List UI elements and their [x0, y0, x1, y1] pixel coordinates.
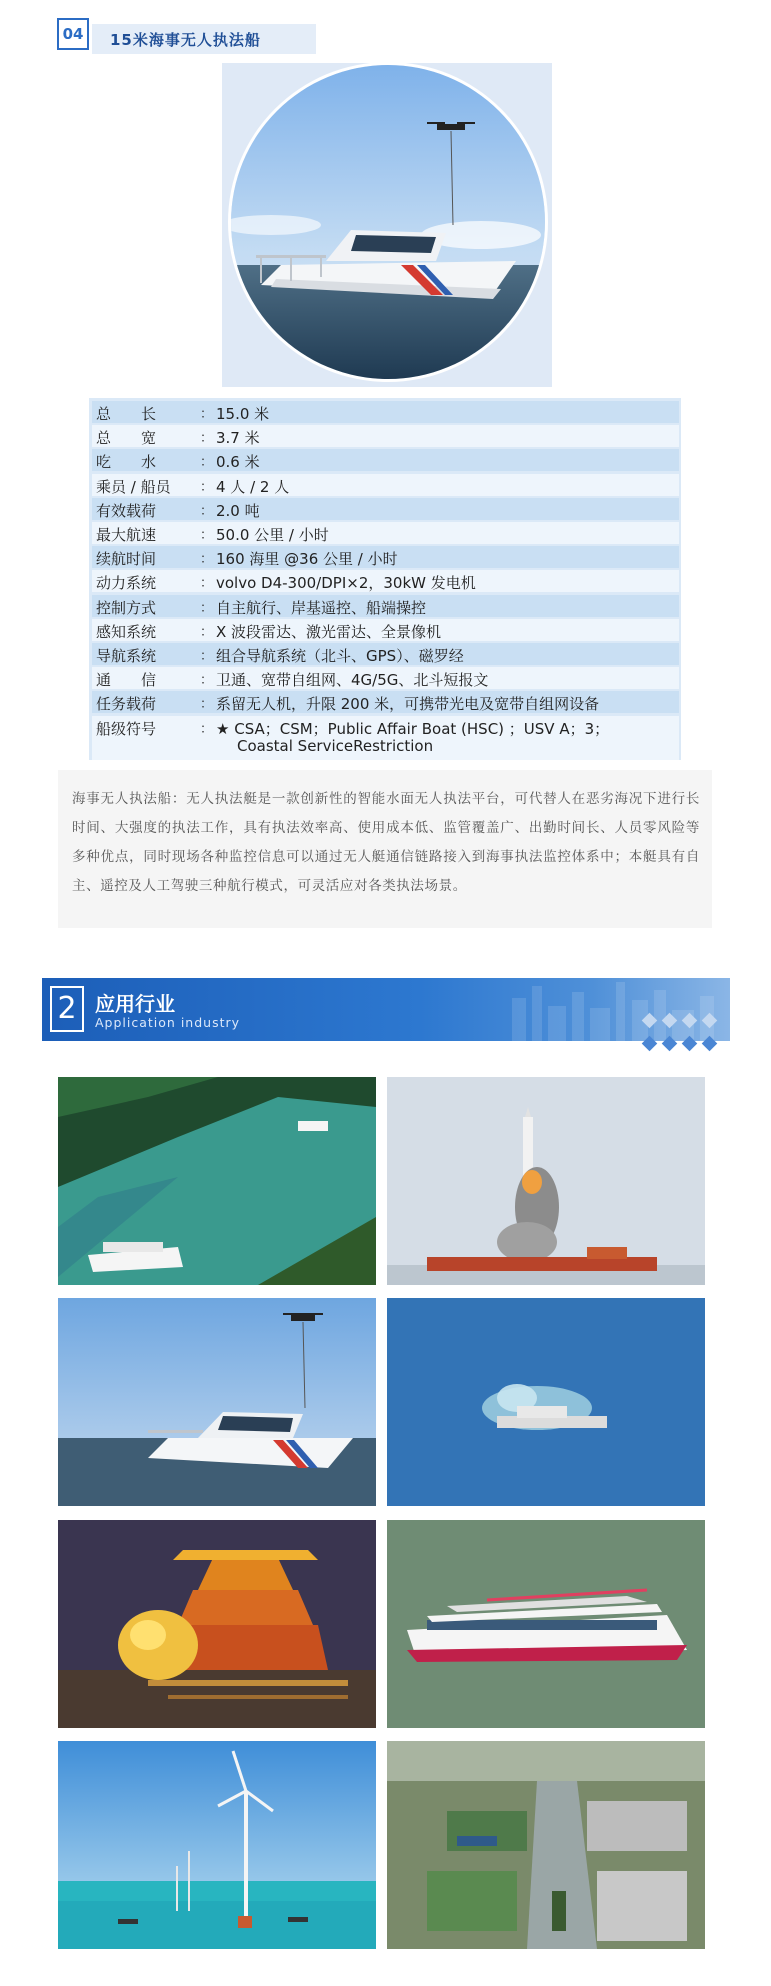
spec-row	[92, 619, 679, 641]
spec-label: 吃 水	[96, 453, 157, 472]
spec-label: 船级符号	[96, 719, 157, 738]
spec-value: 15.0 米	[216, 405, 270, 423]
spec-label: 任务载荷	[96, 695, 157, 714]
ship-fire-at-sea-photo	[387, 1298, 705, 1506]
spec-separator: ：	[200, 479, 214, 495]
spec-value: 0.6 米	[216, 453, 260, 472]
spec-value: 4 人 / 2 人	[216, 477, 290, 496]
spec-row	[92, 643, 679, 665]
spec-label: 有效载荷	[96, 501, 157, 520]
unmanned-law-enforcement-boat-photo	[58, 1298, 376, 1506]
spec-row	[92, 716, 679, 760]
spec-row	[92, 570, 679, 592]
spec-separator: ：	[200, 552, 214, 568]
spec-value: 160 海里 @36 公里 / 小时	[216, 550, 398, 569]
spec-label: 导航系统	[96, 647, 157, 665]
spec-separator: ：	[200, 721, 214, 737]
spec-value: 自主航行、岸基遥控、船端操控	[216, 598, 427, 617]
spec-separator: ：	[200, 673, 214, 689]
section2-title: 应用行业	[95, 992, 175, 1016]
spec-label: 通 信	[96, 671, 157, 690]
rocket-launch-sea-platform-photo	[387, 1077, 705, 1285]
spec-separator: ：	[200, 624, 214, 640]
spec-value: 3.7 米	[216, 429, 260, 448]
spec-value: X 波段雷达、激光雷达、全景像机	[216, 622, 442, 641]
spec-label: 控制方式	[96, 598, 157, 617]
spec-value: 系留无人机，升限 200 米，可携带光电及宽带自组网设备	[216, 695, 600, 714]
description-text: 海事无人执法船：无人执法艇是一款创新性的智能水面无人执法平台，可代替人在恶劣海况下进行长时间、大强度的执法工作，具有执法效率高、使用成本低、监管覆盖广、出勤时间长、人员零风险等多种优点，同时现场各种监控信息可以通过无人艇通信链路接入到海事执法监控体系中；本艇具有自主、遥控及人工驾驶三种航行模式，可灵活应对各类执法场景。	[72, 791, 700, 894]
spec-row	[92, 595, 679, 617]
spec-value: 2.0 吨	[216, 501, 260, 520]
tourist-cruise-boat-photo	[387, 1520, 705, 1728]
spec-row	[92, 667, 679, 689]
offshore-wind-farm-photo	[58, 1741, 376, 1949]
section2-subtitle: Application industry	[95, 1015, 241, 1030]
spec-label: 总 宽	[96, 429, 157, 448]
hero-boat-photo	[231, 65, 545, 379]
spec-row	[92, 498, 679, 520]
spec-separator: ：	[200, 503, 214, 519]
spec-separator: ：	[200, 576, 214, 592]
spec-separator: ：	[200, 431, 214, 447]
spec-row	[92, 474, 679, 496]
river-lock-port-photo	[387, 1741, 705, 1949]
section2-number-badge: 2	[50, 986, 84, 1032]
spec-row	[92, 691, 679, 713]
spec-label: 总 长	[96, 405, 157, 423]
section-title: 15米海事无人执法船	[110, 31, 261, 49]
spec-value: 卫通、宽带自组网、4G/5G、北斗短报文	[216, 671, 489, 690]
spec-label: 感知系统	[96, 622, 157, 641]
spec-separator: ：	[200, 528, 214, 543]
spec-row	[92, 401, 679, 423]
spec-label: 续航时间	[96, 550, 157, 569]
spec-value: volvo D4-300/DPI×2，30kW 发电机	[216, 574, 476, 593]
spec-row	[92, 522, 679, 544]
spec-row	[92, 546, 679, 568]
spec-value: 组合导航系统（北斗、GPS）、磁罗经	[216, 647, 464, 665]
spec-label: 动力系统	[96, 574, 157, 593]
spec-separator: ：	[200, 455, 214, 471]
spec-row	[92, 449, 679, 471]
cruise-ship-gorge-photo	[58, 1077, 376, 1285]
spec-value: 50.0 公里 / 小时	[216, 526, 329, 544]
spec-separator: ：	[200, 697, 214, 713]
spec-label: 最大航速	[96, 526, 157, 544]
spec-separator: ：	[200, 649, 214, 664]
spec-label: 乘员 / 船员	[96, 477, 171, 496]
section-number-badge: 04	[57, 18, 89, 50]
illuminated-dragon-boat-photo	[58, 1520, 376, 1728]
spec-value-continued: Coastal ServiceRestriction	[237, 736, 434, 755]
spec-separator: ：	[200, 600, 214, 616]
spec-row	[92, 425, 679, 447]
spec-value: ★ CSA；CSM；Public Affair Boat (HSC) ；USV A；3；	[216, 719, 610, 738]
spec-separator: ：	[200, 407, 214, 422]
